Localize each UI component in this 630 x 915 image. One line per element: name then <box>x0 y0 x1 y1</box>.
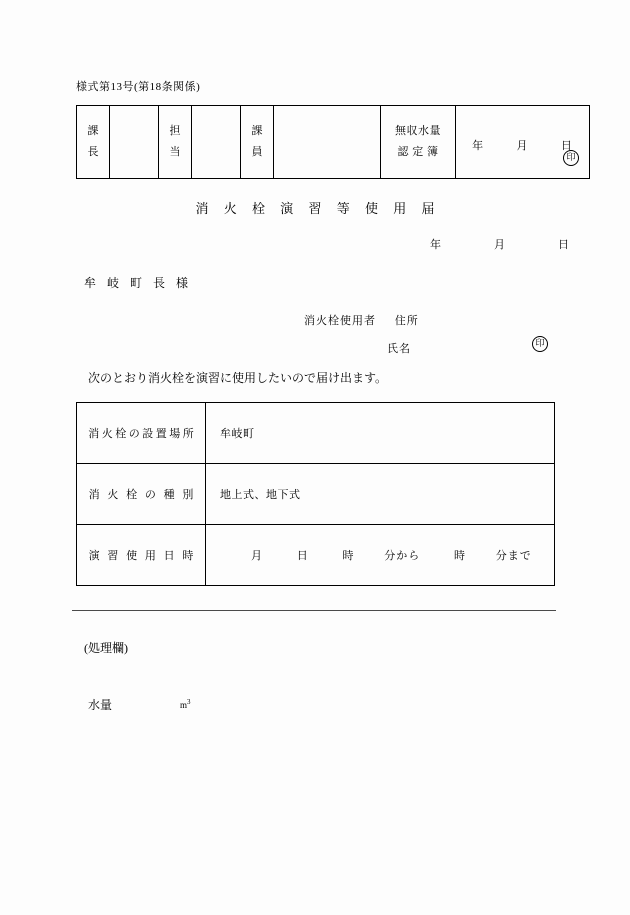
document-date-year: 年 <box>430 239 442 251</box>
datetime-minute-from: 分から <box>384 550 421 562</box>
form-number: 様式第13号(第18条関係) <box>76 81 201 93</box>
table-row <box>77 525 555 586</box>
approval-cell-kain-stamp[interactable] <box>274 106 381 179</box>
seal-icon: 印 <box>563 150 579 166</box>
tanto-char-1: 担 <box>169 125 181 138</box>
table-row <box>77 403 555 464</box>
approval-table <box>76 105 590 179</box>
applicant-name-row <box>387 340 419 356</box>
datetime-day: 日 <box>296 550 309 562</box>
addressee: 牟 岐 町 長 様 <box>84 276 193 290</box>
applicant-label: 消火栓使用者 <box>304 315 376 327</box>
tanto-char-2: 当 <box>169 146 181 158</box>
approval-date-day: 日 <box>560 140 573 152</box>
row-value-location[interactable]: 牟岐町 <box>206 403 555 464</box>
applicant-address-row <box>304 312 419 328</box>
approval-cell-kacho-label <box>77 106 110 179</box>
water-unit-exponent: 3 <box>187 698 191 706</box>
datetime-month: 月 <box>251 550 263 562</box>
row-value-type[interactable]: 地上式、地下式 <box>206 464 555 525</box>
approval-cell-tanto-stamp[interactable] <box>192 106 241 179</box>
approval-date-month: 月 <box>516 140 529 152</box>
applicant-block <box>304 312 545 356</box>
processing-section-title: (処理欄) <box>84 641 128 655</box>
water-unit-text: m <box>180 700 188 710</box>
document-date-month: 月 <box>494 239 506 251</box>
kain-char-2: 員 <box>251 146 263 158</box>
datetime-minute-to: 分まで <box>495 550 532 562</box>
details-table <box>76 402 555 586</box>
row-label-location: 消火栓の設置場所 <box>77 403 206 464</box>
document-date-line[interactable] <box>430 236 570 252</box>
applicant-address-label: 住所 <box>394 315 419 327</box>
approval-cell-kacho-stamp[interactable] <box>110 106 159 179</box>
row-value-datetime[interactable] <box>206 525 555 586</box>
approval-cell-kain-label <box>241 106 274 179</box>
kacho-char-1: 課 <box>87 125 99 138</box>
approval-date-year: 年 <box>472 140 485 152</box>
table-row <box>77 464 555 525</box>
section-divider <box>72 610 556 611</box>
applicant-name-label: 氏名 <box>387 343 411 355</box>
approval-cell-tanto-label <box>159 106 192 179</box>
water-volume-unit <box>180 698 191 710</box>
page-title: 消 火 栓 演 習 等 使 用 届 <box>195 201 441 216</box>
approval-cell-date[interactable] <box>456 106 590 179</box>
approval-cell-musyu-label <box>381 106 456 179</box>
datetime-fields <box>206 547 553 563</box>
kacho-char-2: 長 <box>87 146 99 158</box>
document-date-day: 日 <box>558 239 570 251</box>
intro-sentence: 次のとおり消火栓を演習に使用したいので届け出ます。 <box>88 371 388 385</box>
datetime-hour-to: 時 <box>454 550 466 562</box>
seal-icon: 印 <box>532 336 548 352</box>
datetime-hour-from: 時 <box>342 550 355 562</box>
water-volume-label: 水量 <box>88 698 113 712</box>
table-row <box>77 106 590 179</box>
row-label-datetime: 演 習 使 用 日 時 <box>77 525 206 586</box>
kain-char-1: 課 <box>251 125 263 138</box>
row-label-type: 消 火 栓 の 種 別 <box>77 464 206 525</box>
musyu-line-2: 認 定 簿 <box>397 146 439 158</box>
musyu-line-1: 無収水量 <box>395 124 441 137</box>
